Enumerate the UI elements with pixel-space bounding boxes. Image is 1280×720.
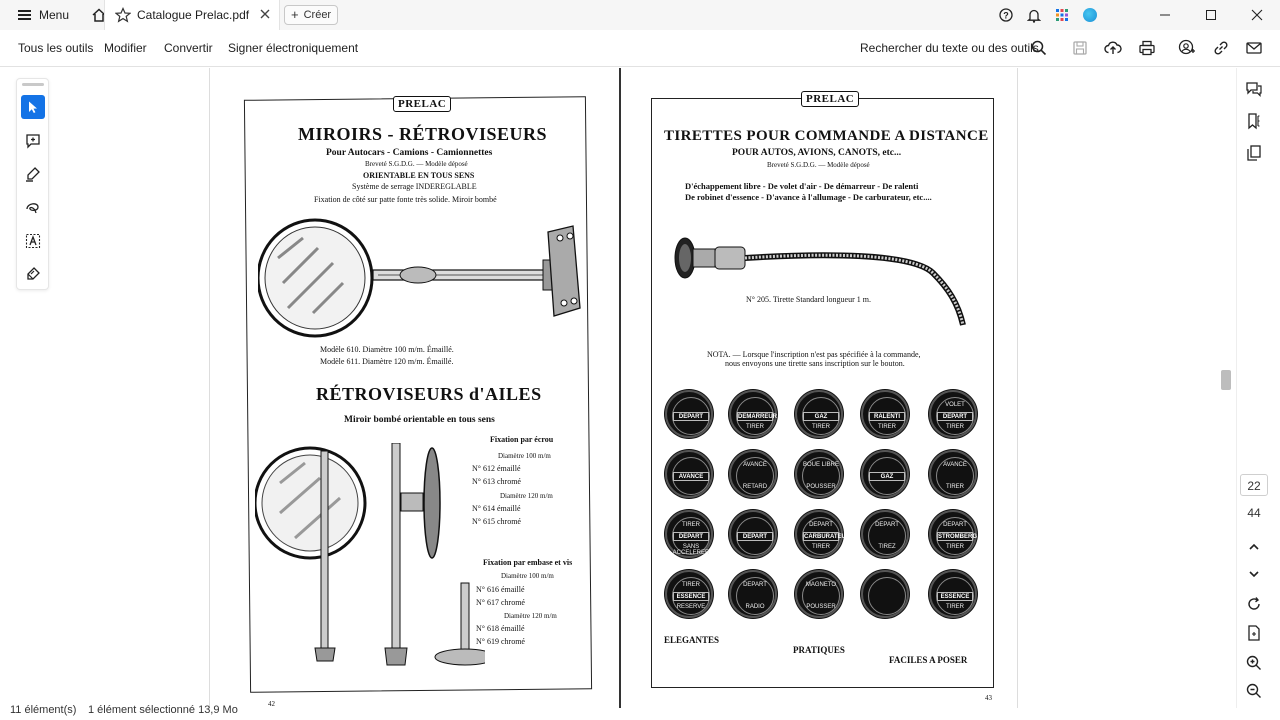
all-tools-menu[interactable]: Tous les outils [18, 41, 94, 55]
knob-band-text: GAZ [803, 412, 839, 421]
knob-top-text: DEPART [743, 582, 767, 588]
minimize-button[interactable] [1142, 0, 1188, 30]
item-618: N° 618 émaillé [476, 624, 525, 633]
search-icon[interactable] [1030, 39, 1048, 57]
nota-line-1: NOTA. — Lorsque l'inscription n'est pas spécifiée à la commande, [707, 350, 921, 359]
knob-band-text: DEPART [673, 412, 709, 421]
pages-panel-icon[interactable] [1245, 144, 1263, 162]
selection-info: 1 élément sélectionné 13,9 Mo [88, 704, 238, 716]
knob-top-text: TIRER [682, 522, 700, 528]
patent-note-right: Breveté S.G.D.G. — Modèle déposé [767, 161, 870, 169]
uses-line-2: De robinet d'essence - D'avance à l'allumage - De carburateur, etc.... [685, 192, 932, 202]
vertical-scrollbar-thumb[interactable] [1221, 370, 1231, 390]
knob-badge [729, 390, 777, 438]
page-up-chevron-icon[interactable] [1245, 538, 1263, 556]
knob-badge [929, 390, 977, 438]
heading-retroviseurs-ailes: RÉTROVISEURS d'AILES [316, 384, 542, 404]
nota-line-2: nous envoyons une tirette sans inscription sur le bouton. [725, 359, 905, 368]
item-613: N° 613 chromé [472, 477, 521, 486]
knob-badge [929, 570, 977, 618]
page-down-chevron-icon[interactable] [1245, 565, 1263, 583]
knob-badge [795, 570, 843, 618]
item-617: N° 617 chromé [476, 598, 525, 607]
rail-grip[interactable] [22, 83, 44, 86]
knob-bottom-text: RADIO [745, 604, 765, 610]
knob-bottom-text: TIRER [812, 544, 830, 550]
knob-top-text: DEPART [943, 522, 967, 528]
rotate-icon[interactable] [1245, 595, 1263, 613]
knob-band-text: CARBURATEUR [804, 534, 851, 540]
uses-line-1: D'échappement libre - De volet d'air - De démarreur - De ralenti [685, 181, 919, 191]
svg-text:?: ? [1003, 10, 1009, 21]
knob-bottom-text: POUSSER [806, 604, 836, 610]
comments-panel-icon[interactable] [1245, 80, 1263, 98]
quick-tools-rail [16, 78, 49, 290]
star-icon[interactable] [115, 7, 131, 23]
right-side-rail [1236, 68, 1270, 708]
model-611: Modèle 611. Diamètre 120 m/m. Émaillé. [320, 357, 454, 366]
fixation-embase: Fixation par embase et vis [483, 558, 573, 567]
orientable-note: ORIENTABLE EN TOUS SENS [363, 171, 475, 180]
maximize-button[interactable] [1188, 0, 1234, 30]
knob-bottom-text: TIRER [946, 484, 964, 490]
diameter-120-b: Diamètre 120 m/m [504, 612, 557, 620]
bookmarks-panel-icon[interactable] [1245, 112, 1263, 130]
prelac-logo: PRELAC [393, 96, 451, 112]
share-user-icon[interactable] [1178, 39, 1196, 57]
knob-top-text: BOUE LIBRE [802, 462, 839, 468]
fixation-ecrou: Fixation par écrou [490, 435, 554, 444]
knob-band-text: GAZ [869, 472, 905, 481]
plus-icon: + [291, 7, 299, 22]
knob-band-text: STROMBERG [938, 534, 977, 540]
zoom-out-icon[interactable] [1245, 682, 1263, 700]
hamburger-icon [18, 10, 31, 20]
text-tool[interactable] [21, 229, 45, 253]
knob-badge [795, 390, 843, 438]
account-avatar[interactable] [1076, 0, 1104, 30]
save-icon[interactable] [1071, 39, 1089, 57]
menu-label: Menu [39, 8, 70, 22]
notifications-bell-icon[interactable] [1020, 0, 1048, 30]
knob-bottom-text: TIRER [812, 424, 830, 430]
item-619: N° 619 chromé [476, 637, 525, 646]
heading-miroirs: MIROIRS - RÉTROVISEURS [298, 124, 548, 144]
fit-page-icon[interactable] [1245, 624, 1263, 642]
knob-top-text: MAGNETO [805, 582, 837, 588]
draw-tool[interactable] [21, 196, 45, 220]
model-610: Modèle 610. Diamètre 100 m/m. Émaillé. [320, 345, 454, 354]
freehand-draw-icon [25, 200, 41, 216]
knob-band-text: RALENTI [869, 412, 905, 421]
item-615: N° 615 chromé [472, 517, 521, 526]
create-button[interactable] [284, 5, 338, 25]
knob-top-text: AVANCE [943, 462, 967, 468]
pdf-page-42 [209, 68, 619, 708]
knob-ring [868, 577, 906, 615]
item-612: N° 612 émaillé [472, 464, 521, 473]
convert-menu[interactable]: Convertir [164, 41, 213, 55]
diameter-100-b: Diamètre 100 m/m [501, 572, 554, 580]
title-bar-right [992, 0, 1280, 30]
knob-band-text: DEPART [937, 412, 973, 421]
subtitle-miroir-bombe: Miroir bombé orientable en tous sens [344, 415, 495, 425]
help-icon[interactable] [992, 0, 1020, 30]
knob-top-text: AVANCE [743, 462, 767, 468]
page-number-43: 43 [985, 694, 992, 702]
knob-bottom-text: RESERVE [676, 604, 706, 610]
document-tab[interactable] [104, 0, 280, 30]
subtitle-autos: POUR AUTOS, AVIONS, CANOTS, etc... [732, 148, 902, 158]
knob-bottom-text: TIRER [946, 604, 964, 610]
zoom-in-icon[interactable] [1245, 654, 1263, 672]
knob-badge [729, 450, 777, 498]
sign-tool[interactable] [21, 262, 45, 286]
subtitle-autocars: Pour Autocars - Camions - Camionnettes [326, 148, 493, 158]
print-icon[interactable] [1138, 39, 1156, 57]
text-box-icon [25, 233, 41, 249]
apps-grid-icon[interactable] [1048, 0, 1076, 30]
knob-bottom-text: SANS ACCELERER [672, 544, 710, 556]
knob-badge [861, 450, 909, 498]
search-tools[interactable]: Rechercher du texte ou des outils [860, 41, 1039, 55]
menu-button[interactable] [0, 0, 69, 30]
label-faciles: FACILES A POSER [889, 655, 968, 665]
knob-bottom-text: TIRER [946, 544, 964, 550]
knob-badge [861, 390, 909, 438]
knob-badge [929, 450, 977, 498]
item-count: 11 élément(s) [10, 704, 77, 716]
avatar-icon [1083, 8, 1097, 22]
add-comment-tool[interactable] [21, 129, 45, 153]
diameter-120-a: Diamètre 120 m/m [500, 492, 553, 500]
main-toolbar [0, 30, 1280, 67]
label-elegantes: ELEGANTES [664, 635, 720, 645]
knob-badge [665, 510, 713, 558]
knob-badge [795, 450, 843, 498]
highlight-tool[interactable] [21, 162, 45, 186]
comment-add-icon [25, 133, 41, 149]
link-icon[interactable] [1212, 39, 1230, 57]
pen-highlight-icon [25, 166, 41, 182]
knob-band-text: AVANCE [673, 472, 709, 481]
prelac-logo-right: PRELAC [801, 91, 859, 107]
knob-badge [929, 510, 977, 558]
item-616: N° 616 émaillé [476, 585, 525, 594]
knob-badge [665, 390, 713, 438]
item-614: N° 614 émaillé [472, 504, 521, 513]
diameter-100-a: Diamètre 100 m/m [498, 452, 551, 460]
total-pages: 44 [1247, 506, 1261, 520]
knob-badge [795, 510, 851, 558]
knob-badge [861, 510, 909, 558]
knob-badge [729, 510, 777, 558]
current-page-input[interactable]: 22 [1240, 474, 1268, 496]
select-tool[interactable] [21, 95, 45, 119]
wing-mirrors-illustration [255, 443, 485, 675]
mirror-illustration [258, 218, 588, 343]
label-pratiques: PRATIQUES [793, 645, 845, 655]
knob-badge [665, 570, 713, 618]
knob-top-text: DEPART [875, 522, 899, 528]
knob-badge [861, 570, 909, 618]
knob-bottom-text: TIRER [878, 424, 896, 430]
knob-bottom-text: POUSSER [806, 484, 836, 490]
page-number-42: 42 [268, 700, 275, 708]
knob-bottom-text: TIRER [946, 424, 964, 430]
heading-tirettes: TIRETTES POUR COMMANDE A DISTANCE [664, 128, 989, 144]
knob-bottom-text: TIRER [746, 424, 764, 430]
sign-menu[interactable]: Signer électroniquement [228, 41, 359, 55]
knob-badge [665, 450, 713, 498]
item-205: N° 205. Tirette Standard longueur 1 m. [746, 295, 871, 304]
create-label: Créer [303, 9, 332, 21]
patent-note: Breveté S.G.D.G. — Modèle déposé [365, 160, 468, 168]
knob-bottom-text: TIREZ [878, 544, 896, 550]
knob-top-text: DEPART [809, 522, 833, 528]
signature-pen-icon [25, 266, 41, 282]
cloud-upload-icon[interactable] [1104, 39, 1122, 57]
knob-band-text: ESSENCE [673, 592, 709, 601]
knob-badge [729, 570, 777, 618]
close-tab-icon[interactable] [259, 8, 271, 20]
close-window-button[interactable] [1234, 0, 1280, 30]
cable-illustration [673, 233, 973, 333]
serrage-note: Système de serrage INDEREGLABLE [352, 182, 477, 191]
knob-top-text: TIRER [682, 582, 700, 588]
fixation-note: Fixation de côté sur patte fonte très solide. Miroir bombé [314, 195, 497, 204]
knob-band-text: DEPART [737, 532, 773, 541]
email-icon[interactable] [1245, 39, 1263, 57]
knob-bottom-text: RETARD [742, 484, 768, 490]
knob-band-text: DEPART [673, 532, 709, 541]
tab-title: Catalogue Prelac.pdf [137, 8, 250, 22]
pdf-page-43 [619, 68, 1018, 708]
knob-band-text: ESSENCE [937, 592, 973, 601]
cursor-arrow-icon [26, 100, 40, 114]
knob-top-text: VOLET [945, 402, 965, 408]
edit-menu[interactable]: Modifier [104, 41, 147, 55]
knob-band-text: DEMARREUR [738, 414, 777, 420]
